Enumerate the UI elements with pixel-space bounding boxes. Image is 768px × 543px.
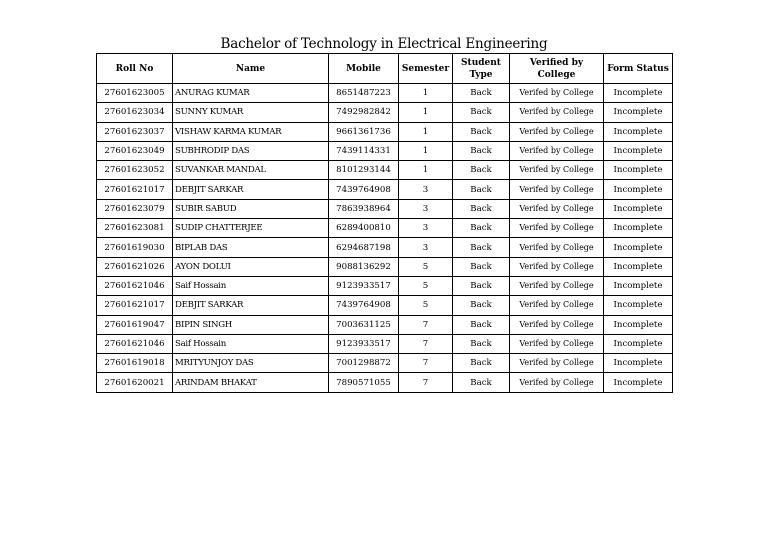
cell-mobile: 7001298872 xyxy=(329,354,399,373)
cell-student-type: Back xyxy=(453,122,510,141)
cell-student-type: Back xyxy=(453,315,510,334)
cell-mobile: 7492982842 xyxy=(329,103,399,122)
table-row xyxy=(97,122,673,141)
cell-form-status: Incomplete xyxy=(604,334,673,353)
cell-verified-by: Verifed by College xyxy=(510,257,604,276)
cell-name: AYON DOLUI xyxy=(173,257,329,276)
cell-roll-no: 27601621046 xyxy=(97,276,173,295)
cell-verified-by: Verifed by College xyxy=(510,315,604,334)
cell-form-status: Incomplete xyxy=(604,161,673,180)
cell-form-status: Incomplete xyxy=(604,219,673,238)
table-row xyxy=(97,199,673,218)
cell-student-type: Back xyxy=(453,334,510,353)
cell-name: ARINDAM BHAKAT xyxy=(173,373,329,392)
header-row xyxy=(97,54,673,84)
cell-roll-no: 27601619047 xyxy=(97,315,173,334)
cell-mobile: 7439764908 xyxy=(329,180,399,199)
cell-roll-no: 27601623005 xyxy=(97,84,173,103)
cell-mobile: 9661361736 xyxy=(329,122,399,141)
cell-form-status: Incomplete xyxy=(604,238,673,257)
cell-form-status: Incomplete xyxy=(604,180,673,199)
cell-student-type: Back xyxy=(453,276,510,295)
header-verified-line2: College xyxy=(537,69,576,80)
cell-student-type: Back xyxy=(453,103,510,122)
cell-roll-no: 27601623081 xyxy=(97,219,173,238)
table-row xyxy=(97,180,673,199)
cell-verified-by: Verifed by College xyxy=(510,238,604,257)
cell-mobile: 6289400810 xyxy=(329,219,399,238)
cell-mobile: 7439764908 xyxy=(329,296,399,315)
cell-verified-by: Verifed by College xyxy=(510,161,604,180)
cell-semester: 1 xyxy=(399,141,453,160)
cell-form-status: Incomplete xyxy=(604,315,673,334)
cell-form-status: Incomplete xyxy=(604,84,673,103)
cell-form-status: Incomplete xyxy=(604,373,673,392)
cell-name: DEBJIT SARKAR xyxy=(173,180,329,199)
cell-verified-by: Verifed by College xyxy=(510,373,604,392)
cell-name: MRITYUNJOY DAS xyxy=(173,354,329,373)
cell-mobile: 9123933517 xyxy=(329,334,399,353)
table-row xyxy=(97,103,673,122)
cell-student-type: Back xyxy=(453,141,510,160)
cell-semester: 3 xyxy=(399,219,453,238)
cell-semester: 1 xyxy=(399,122,453,141)
cell-name: SUBHRODIP DAS xyxy=(173,141,329,160)
cell-form-status: Incomplete xyxy=(604,257,673,276)
cell-form-status: Incomplete xyxy=(604,122,673,141)
header-name: Name xyxy=(173,54,329,84)
cell-name: Saif Hossain xyxy=(173,334,329,353)
cell-semester: 7 xyxy=(399,334,453,353)
cell-semester: 1 xyxy=(399,161,453,180)
cell-semester: 3 xyxy=(399,199,453,218)
cell-roll-no: 27601621017 xyxy=(97,180,173,199)
cell-mobile: 9088136292 xyxy=(329,257,399,276)
cell-roll-no: 27601623049 xyxy=(97,141,173,160)
cell-student-type: Back xyxy=(453,373,510,392)
cell-form-status: Incomplete xyxy=(604,103,673,122)
cell-name: DEBJIT SARKAR xyxy=(173,296,329,315)
cell-student-type: Back xyxy=(453,238,510,257)
header-student-type xyxy=(453,54,510,84)
cell-form-status: Incomplete xyxy=(604,141,673,160)
cell-semester: 1 xyxy=(399,103,453,122)
cell-student-type: Back xyxy=(453,161,510,180)
cell-name: Saif Hossain xyxy=(173,276,329,295)
cell-roll-no: 27601619018 xyxy=(97,354,173,373)
student-table xyxy=(96,53,673,393)
cell-mobile: 9123933517 xyxy=(329,276,399,295)
cell-name: BIPIN SINGH xyxy=(173,315,329,334)
cell-roll-no: 27601623052 xyxy=(97,161,173,180)
cell-semester: 7 xyxy=(399,354,453,373)
cell-name: SUBIR SABUD xyxy=(173,199,329,218)
cell-verified-by: Verifed by College xyxy=(510,334,604,353)
cell-roll-no: 27601621026 xyxy=(97,257,173,276)
cell-name: SUVANKAR MANDAL xyxy=(173,161,329,180)
header-student-type-line2: Type xyxy=(469,69,493,80)
cell-verified-by: Verifed by College xyxy=(510,103,604,122)
table-row xyxy=(97,141,673,160)
header-verified-line1: Verified by xyxy=(529,57,584,68)
header-verified-by-college xyxy=(510,54,604,84)
cell-semester: 3 xyxy=(399,180,453,199)
cell-name: ANURAG KUMAR xyxy=(173,84,329,103)
cell-student-type: Back xyxy=(453,199,510,218)
header-semester: Semester xyxy=(399,54,453,84)
cell-form-status: Incomplete xyxy=(604,354,673,373)
cell-mobile: 7890571055 xyxy=(329,373,399,392)
table-row xyxy=(97,219,673,238)
cell-mobile: 6294687198 xyxy=(329,238,399,257)
table-body xyxy=(97,84,673,393)
table-row xyxy=(97,238,673,257)
table-row xyxy=(97,334,673,353)
cell-name: VISHAW KARMA KUMAR xyxy=(173,122,329,141)
cell-roll-no: 27601621046 xyxy=(97,334,173,353)
cell-name: SUDIP CHATTERJEE xyxy=(173,219,329,238)
cell-roll-no: 27601621017 xyxy=(97,296,173,315)
cell-roll-no: 27601623037 xyxy=(97,122,173,141)
cell-roll-no: 27601623034 xyxy=(97,103,173,122)
cell-roll-no: 27601620021 xyxy=(97,373,173,392)
cell-semester: 7 xyxy=(399,373,453,392)
cell-student-type: Back xyxy=(453,354,510,373)
cell-mobile: 7439114331 xyxy=(329,141,399,160)
cell-semester: 3 xyxy=(399,238,453,257)
cell-mobile: 7863938964 xyxy=(329,199,399,218)
table-row xyxy=(97,161,673,180)
header-form-status: Form Status xyxy=(604,54,673,84)
cell-roll-no: 27601619030 xyxy=(97,238,173,257)
cell-name: BIPLAB DAS xyxy=(173,238,329,257)
cell-semester: 5 xyxy=(399,276,453,295)
table-row xyxy=(97,315,673,334)
cell-form-status: Incomplete xyxy=(604,296,673,315)
cell-student-type: Back xyxy=(453,296,510,315)
cell-roll-no: 27601623079 xyxy=(97,199,173,218)
cell-verified-by: Verifed by College xyxy=(510,296,604,315)
table-row xyxy=(97,84,673,103)
cell-verified-by: Verifed by College xyxy=(510,84,604,103)
cell-form-status: Incomplete xyxy=(604,276,673,295)
cell-semester: 7 xyxy=(399,315,453,334)
cell-verified-by: Verifed by College xyxy=(510,122,604,141)
cell-student-type: Back xyxy=(453,84,510,103)
header-student-type-line1: Student xyxy=(461,57,501,68)
cell-mobile: 7003631125 xyxy=(329,315,399,334)
cell-verified-by: Verifed by College xyxy=(510,354,604,373)
cell-mobile: 8101293144 xyxy=(329,161,399,180)
cell-verified-by: Verifed by College xyxy=(510,219,604,238)
cell-student-type: Back xyxy=(453,257,510,276)
cell-mobile: 8651487223 xyxy=(329,84,399,103)
cell-verified-by: Verifed by College xyxy=(510,180,604,199)
cell-semester: 5 xyxy=(399,257,453,276)
cell-student-type: Back xyxy=(453,180,510,199)
header-mobile: Mobile xyxy=(329,54,399,84)
cell-verified-by: Verifed by College xyxy=(510,276,604,295)
cell-student-type: Back xyxy=(453,219,510,238)
cell-name: SUNNY KUMAR xyxy=(173,103,329,122)
cell-verified-by: Verifed by College xyxy=(510,141,604,160)
table-row xyxy=(97,257,673,276)
cell-verified-by: Verifed by College xyxy=(510,199,604,218)
table-row xyxy=(97,373,673,392)
cell-semester: 1 xyxy=(399,84,453,103)
table-row xyxy=(97,276,673,295)
document-title: Bachelor of Technology in Electrical Engineering xyxy=(220,36,548,52)
table-row xyxy=(97,296,673,315)
cell-semester: 5 xyxy=(399,296,453,315)
cell-form-status: Incomplete xyxy=(604,199,673,218)
header-roll-no: Roll No xyxy=(97,54,173,84)
table-row xyxy=(97,354,673,373)
